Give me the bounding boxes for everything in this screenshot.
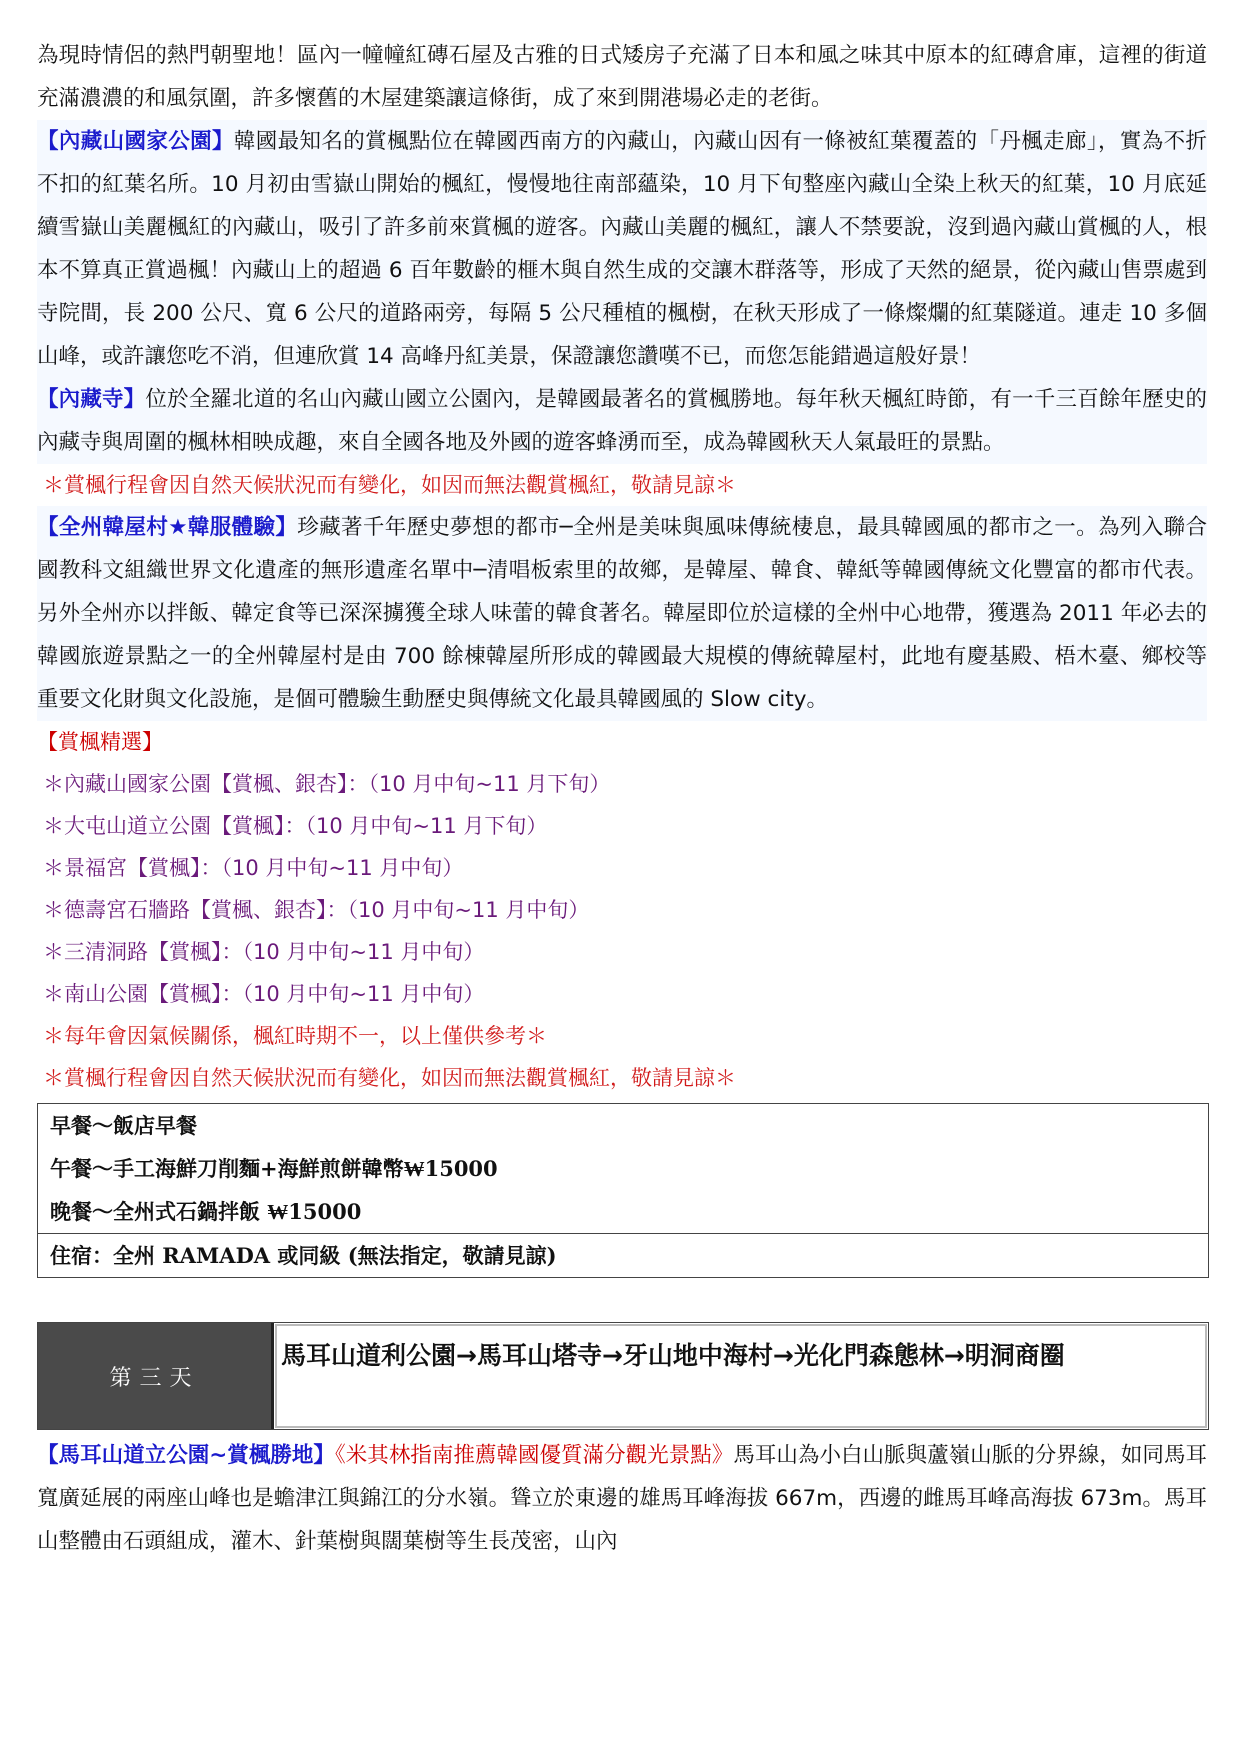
maple-selection — [37, 721, 1207, 1099]
naejangsan-park-text: 韓國最知名的賞楓點位在韓國西南方的內藏山，內藏山因有一條被紅葉覆蓋的「丹楓走廊」，實為不折不扣的紅葉名所。10 月初由雪嶽山開始的楓紅，慢慢地往南部蘊染，10 月下旬整座內藏山全染上秋天的紅葉，10 月底延續雪嶽山美麗楓紅的內藏山，吸引了許多前來賞楓的遊客。內藏山美麗的楓紅，讓人不禁要說，沒到過內藏山賞楓的人，根本不算真正賞過楓！內藏山上的超過 6 百年數齡的榧木與自然生成的交讓木群落等，形成了天然的絕景，從內藏山售票處到寺院間，長 200 公尺、寬 6 公尺的道路兩旁，每隔 5 公尺種植的楓樹，在秋天形成了一條燦爛的紅葉隧道。連走 10 多個山峰，或許讓您吃不消，但連欣賞 14 高峰丹紅美景，保證讓您讚嘆不已，而您怎能錯過這般好景！ — [37, 129, 1207, 369]
naejangsa-heading: 【內藏寺】 — [37, 387, 146, 412]
climate-note: ＊每年會因氣候關係，楓紅時期不一，以上僅供參考＊ — [43, 1024, 547, 1048]
dinner-row: 晚餐～全州式石鍋拌飯 ₩15000 — [50, 1199, 362, 1224]
naejangsan-park-paragraph — [37, 120, 1207, 378]
maisan-heading: 【馬耳山道立公園~賞楓勝地】 — [37, 1443, 335, 1468]
list-item: ＊南山公園【賞楓】：（10 月中旬~11 月中旬） — [43, 982, 485, 1006]
list-item: ＊景福宮【賞楓】：（10 月中旬~11 月中旬） — [43, 856, 464, 880]
jeonju-text: 珍藏著千年歷史夢想的都市─全州是美味與風味傳統棲息，最具韓國風的都市之一。為列入聯合國教科文組織世界文化遺產的無形遺產名單中─清唱板索里的故鄉，是韓屋、韓食、韓紙等韓國傳統文化豐富的都市代表。另外全州亦以拌飯、韓定食等已深深擄獲全球人味蕾的韓食著名。韓屋即位於這樣的全州中心地帶，獲選為 2011 年必去的韓國旅遊景點之一的全州韓屋村是由 700 餘棟韓屋所形成的韓國最大規模的傳統韓屋村，此地有慶基殿、梧木臺、鄉校等重要文化財與文化設施，是個可體驗生動歷史與傳統文化最具韓國風的 Slow city。 — [37, 515, 1208, 712]
list-item: ＊德壽宮石牆路【賞楓、銀杏】：（10 月中旬~11 月中旬） — [43, 898, 590, 922]
day-three-header — [37, 1322, 1209, 1430]
list-item: ＊大屯山道立公園【賞楓】：（10 月中旬~11 月下旬） — [43, 814, 548, 838]
lunch-row: 午餐～手工海鮮刀削麵+海鮮煎餅韓幣₩15000 — [50, 1156, 498, 1181]
list-item: ＊內藏山國家公園【賞楓、銀杏】：（10 月中旬~11 月下旬） — [43, 772, 611, 796]
weather-note: ＊賞楓行程會因自然天候狀況而有變化，如因而無法觀賞楓紅，敬請見諒＊ — [43, 473, 736, 497]
maisan-paragraph — [37, 1434, 1207, 1563]
maisan-text: 馬耳山為小白山脈與蘆嶺山脈的分界線，如同馬耳寬廣延展的兩座山峰也是蟾津江與錦江的分水嶺。聳立於東邊的雄馬耳峰海拔 667m，西邊的雌馬耳峰高海拔 673m。馬耳山整體由石頭組成，灌木、針葉樹與闊葉樹等生長茂密，山內 — [37, 1443, 1207, 1554]
day-route: 馬耳山道利公園→馬耳山塔寺→牙山地中海村→光化門森態林→明洞商圈 — [275, 1324, 1207, 1428]
jeonju-paragraph — [37, 506, 1207, 721]
accommodation-row: 住宿：全州 RAMADA 或同級 (無法指定，敬請見諒) — [38, 1233, 1208, 1277]
jeonju-heading: 【全州韓屋村★韓服體驗】 — [37, 515, 298, 540]
naejangsa-paragraph — [37, 378, 1207, 464]
day-label: 第三天 — [38, 1323, 274, 1429]
maisan-subtitle: 《米其林指南推薦韓國優質滿分觀光景點》 — [334, 1443, 734, 1468]
maple-selection-title: 【賞楓精選】 — [37, 730, 163, 754]
breakfast-row: 早餐～飯店早餐 — [50, 1113, 197, 1138]
meal-table — [37, 1103, 1209, 1278]
intro-paragraph: 為現時情侶的熱門朝聖地！區內一幢幢紅磚石屋及古雅的日式矮房子充滿了日本和風之味其中原本的紅磚倉庫，這裡的街道充滿濃濃的和風氛圍，許多懷舊的木屋建築讓這條街，成了來到開港場必走的老街。 — [37, 43, 1207, 111]
weather-note-2: ＊賞楓行程會因自然天候狀況而有變化，如因而無法觀賞楓紅，敬請見諒＊ — [43, 1066, 736, 1090]
itinerary-page — [37, 34, 1207, 1563]
naejangsan-park-heading: 【內藏山國家公園】 — [37, 129, 234, 154]
naejangsa-text: 位於全羅北道的名山內藏山國立公園內，是韓國最著名的賞楓勝地。每年秋天楓紅時節，有一千三百餘年歷史的內藏寺與周圍的楓林相映成趣，來自全國各地及外國的遊客蜂湧而至，成為韓國秋天人氣最旺的景點。 — [37, 387, 1207, 455]
list-item: ＊三清洞路【賞楓】：（10 月中旬~11 月中旬） — [43, 940, 485, 964]
